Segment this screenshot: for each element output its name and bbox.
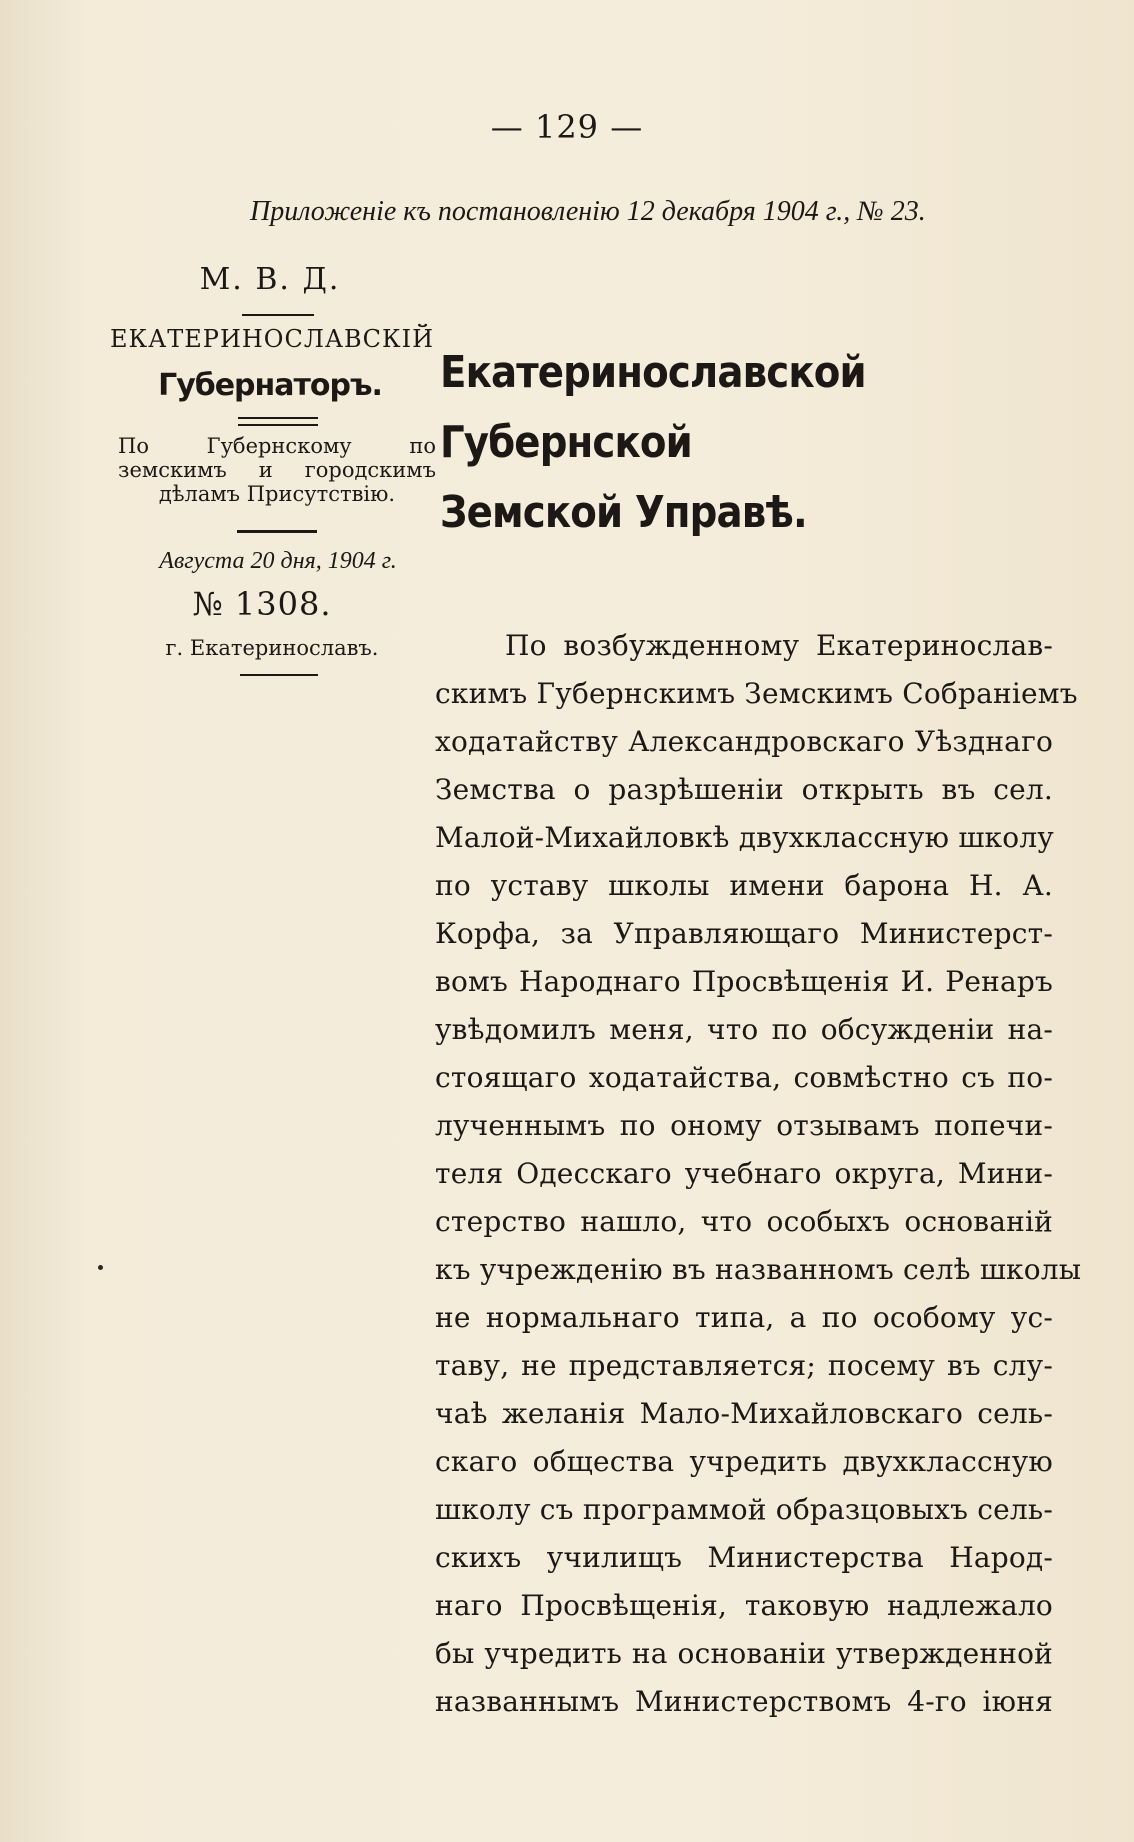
body-line: теля Одесскаго учебнаго округа, Мини- <box>435 1157 1053 1190</box>
body-line: названнымъ Министерствомъ 4-го іюня <box>435 1685 1053 1718</box>
body-line: Корфа, за Управляющаго Министерст- <box>435 917 1053 950</box>
body-line: стоящаго ходатайства, совмѣстно съ по- <box>435 1061 1053 1094</box>
divider <box>240 674 318 676</box>
letter-number: № 1308. <box>192 585 332 623</box>
governor-title: Губернаторъ. <box>158 368 382 403</box>
body-line: къ учрежденію въ названномъ селѣ школы <box>435 1253 1082 1286</box>
addressee-line-1: Екатеринославской Губернской <box>440 347 866 468</box>
letter-date: Августа 20 дня, 1904 г. <box>159 548 397 574</box>
body-line: скихъ училищъ Министерства Народ- <box>435 1541 1053 1574</box>
body-line: Малой-Михайловкѣ двухклассную школу <box>435 821 1054 854</box>
divider <box>242 314 314 316</box>
divider <box>238 424 318 426</box>
body-line: стерство нашло, что особыхъ основаній <box>435 1205 1053 1238</box>
body-line: чаѣ желанія Мало-Михайловскаго сель- <box>435 1397 1053 1430</box>
appendix-note: Приложеніе къ постановленію 12 декабря 1904 г., № 23. <box>250 196 926 227</box>
letter-body <box>435 622 1082 1726</box>
body-line: школу съ программой образцовыхъ сель- <box>435 1493 1053 1526</box>
department-name: По Губернскому по земскимъ и городскимъ дѣламъ Присутствію. <box>118 434 436 506</box>
ministry-abbrev: М. В. Д. <box>199 262 341 297</box>
divider <box>238 417 318 419</box>
ink-speck <box>98 1265 103 1270</box>
body-line: Земства о разрѣшеніи открыть въ сел. <box>435 773 1053 806</box>
body-line: по уставу школы имени барона Н. А. <box>435 869 1053 902</box>
body-line: наго Просвѣщенія, таковую надлежало <box>435 1589 1053 1622</box>
body-line: бы учредить на основаніи утвержденной <box>435 1637 1053 1670</box>
body-line: вомъ Народнаго Просвѣщенія И. Ренаръ <box>435 965 1053 998</box>
body-line: лученнымъ по оному отзывамъ попечи- <box>435 1109 1053 1142</box>
body-line: По возбужденному Екатеринослав- <box>505 629 1053 662</box>
page-number: — 129 — <box>490 108 644 146</box>
body-line: ходатайству Александровскаго Уѣзднаго <box>435 725 1053 758</box>
divider <box>237 530 317 533</box>
body-line: увѣдомилъ меня, что по обсужденіи на- <box>435 1013 1053 1046</box>
addressee-line-2: Земской Управѣ. <box>440 487 807 538</box>
body-line: скимъ Губернскимъ Земскимъ Собраніемъ <box>435 677 1078 710</box>
body-line: не нормальнаго типа, а по особому ус- <box>435 1301 1053 1334</box>
body-line: скаго общества учредить двухклассную <box>435 1445 1053 1478</box>
body-line: таву, не представляется; посему въ слу- <box>435 1349 1053 1382</box>
letter-city: г. Екатеринославъ. <box>165 636 379 660</box>
addressee <box>440 338 977 548</box>
governor-region: ЕКАТЕРИНОСЛАВСКІЙ <box>110 325 435 353</box>
